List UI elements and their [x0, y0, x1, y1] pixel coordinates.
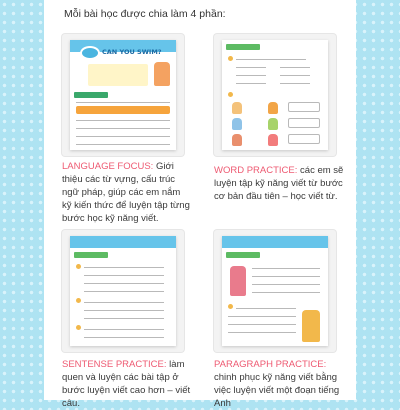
paragraph-practice-heading: PARAGRAPH PRACTICE:: [214, 359, 327, 370]
bullet-icon: [76, 264, 81, 269]
answer-box: [288, 134, 320, 144]
picture-icon: [232, 118, 242, 130]
paragraph-line: [228, 332, 296, 333]
paragraph-line: [252, 284, 320, 285]
grammar-line: [76, 144, 170, 145]
paragraph-line: [252, 268, 320, 269]
exercise-line: [236, 59, 306, 60]
language-focus-description: [62, 160, 192, 225]
exercise-line: [280, 75, 310, 76]
picture-icon: [268, 118, 278, 130]
picture-icon: [232, 134, 242, 146]
sentence-practice-thumbnail: [70, 236, 176, 346]
paragraph-practice-card: [214, 230, 336, 352]
paragraph-practice-thumbnail: [222, 236, 328, 346]
answer-box: [288, 118, 320, 128]
exercise-line: [236, 67, 266, 68]
language-focus-body: Giới thiệu các từ vựng, cấu trúc ngữ pháp, giúp các em nắm kỹ kiến thức để luyện tập từng bước học kỹ năng viết.: [62, 161, 190, 224]
thumbnail-header-band: [70, 236, 176, 248]
grammar-line: [76, 128, 170, 129]
sentence-practice-card: [62, 230, 184, 352]
paragraph-line: [252, 292, 320, 293]
grammar-header: [76, 106, 170, 114]
sentence-practice-description: [62, 358, 192, 410]
grammar-line: [76, 102, 170, 103]
section-chip: [226, 252, 260, 258]
exercise-line: [280, 83, 310, 84]
bullet-icon: [228, 56, 233, 61]
section-chip: [74, 252, 108, 258]
sentence-practice-body: làm quen và luyện các bài tập ở bước luyện viết cao hơn – viết câu.: [62, 359, 191, 409]
word-practice-card: [214, 34, 336, 156]
exercise-line: [84, 291, 164, 292]
unit-badge: [80, 46, 100, 60]
child-illustration: [154, 62, 170, 86]
language-focus-thumbnail: [70, 40, 176, 150]
lesson-title: CAN YOU SWIM?: [102, 48, 162, 56]
exercise-line: [84, 318, 164, 319]
language-focus-heading: LANGUAGE FOCUS:: [62, 161, 154, 172]
grammar-line: [76, 136, 170, 137]
picture-icon: [232, 102, 242, 114]
paragraph-line: [228, 316, 296, 317]
picture-icon: [268, 134, 278, 146]
paragraph-line: [236, 308, 296, 309]
intro-text: Mỗi bài học được chia làm 4 phần:: [64, 8, 226, 20]
exercise-line: [84, 275, 164, 276]
word-practice-description: [214, 164, 344, 203]
section-chip: [226, 44, 260, 50]
bullet-icon: [76, 325, 81, 330]
picture-icon: [268, 102, 278, 114]
boy-illustration: [302, 310, 320, 342]
paragraph-practice-description: [214, 358, 344, 410]
paragraph-practice-body: chinh phục kỹ năng viết bằng việc luyện viết một đoạn tiếng Anh: [214, 372, 340, 409]
thumbnail-header-band: [222, 236, 328, 248]
section-chip: [74, 92, 108, 98]
exercise-line: [84, 267, 164, 268]
exercise-line: [84, 337, 164, 338]
exercise-line: [280, 67, 310, 68]
grammar-line: [76, 120, 170, 121]
paragraph-line: [228, 324, 296, 325]
bullet-icon: [228, 92, 233, 97]
exercise-line: [236, 83, 266, 84]
word-practice-heading: WORD PRACTICE:: [214, 165, 298, 176]
paragraph-line: [252, 276, 320, 277]
girl-illustration: [230, 266, 246, 296]
exercise-line: [84, 310, 164, 311]
exercise-line: [236, 75, 266, 76]
exercise-line: [84, 283, 164, 284]
exercise-line: [84, 302, 164, 303]
language-focus-card: [62, 34, 184, 156]
bullet-icon: [228, 304, 233, 309]
exercise-line: [84, 329, 164, 330]
answer-box: [288, 102, 320, 112]
word-practice-body: các em sẽ luyện tập kỹ năng viết từ bước cơ bản đầu tiên – học viết từ.: [214, 165, 344, 202]
sentence-practice-heading: SENTENSE PRACTICE:: [62, 359, 167, 370]
example-box: [88, 64, 148, 86]
bullet-icon: [76, 298, 81, 303]
word-practice-thumbnail: [222, 40, 328, 150]
